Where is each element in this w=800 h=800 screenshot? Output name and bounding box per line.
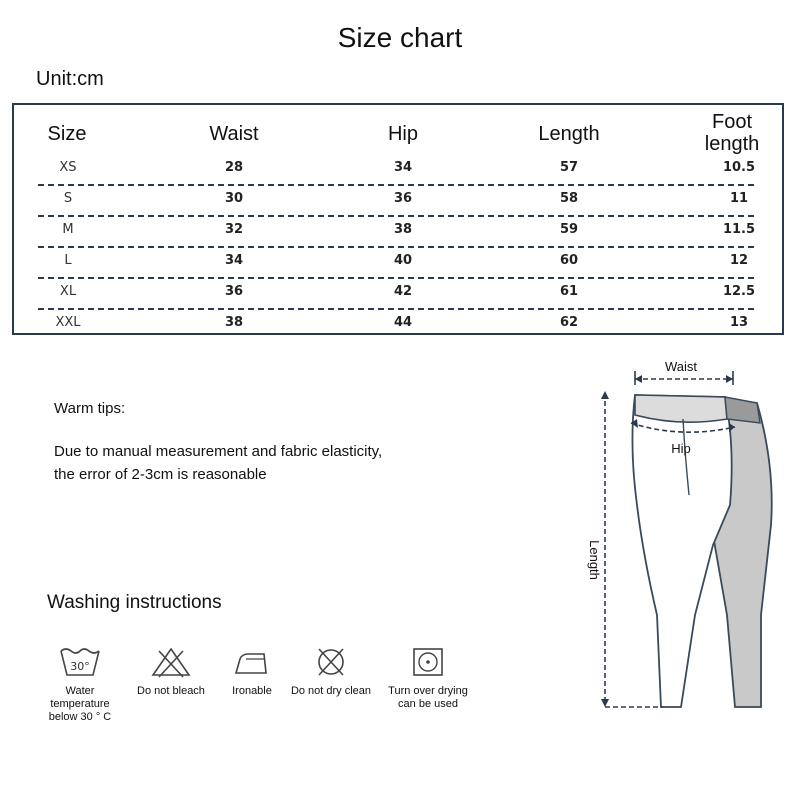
iron-label: Ironable xyxy=(232,685,272,697)
header-length: Length xyxy=(538,123,600,145)
tumble-dry-item xyxy=(378,645,478,711)
cell-waist: 36 xyxy=(224,284,244,299)
header-waist: Waist xyxy=(209,123,259,145)
table-row xyxy=(14,310,782,341)
cell-waist: 34 xyxy=(224,253,244,268)
wash-temp-text: 30° xyxy=(70,660,90,673)
cell-hip: 44 xyxy=(393,315,413,330)
cell-foot-length: 11 xyxy=(729,191,749,206)
waistband-shape xyxy=(635,395,727,422)
cell-foot-length: 12 xyxy=(729,253,749,268)
tips-heading: Warm tips: xyxy=(54,400,126,417)
header-foot-length: Foot length xyxy=(704,111,760,155)
waistband-back-shape xyxy=(725,397,760,423)
waist-arrow-right xyxy=(726,375,733,383)
no-bleach-label: Do not bleach xyxy=(137,685,205,697)
hip-label: Hip xyxy=(671,441,691,456)
cell-size: M xyxy=(62,222,74,237)
tumble-dry-icon xyxy=(406,645,450,679)
cell-length: 60 xyxy=(559,253,579,268)
cell-foot-length: 12.5 xyxy=(722,284,756,299)
tumble-dry-label-line: can be used xyxy=(398,698,458,710)
cell-length: 61 xyxy=(559,284,579,299)
cell-length: 59 xyxy=(559,222,579,237)
washing-heading: Washing instructions xyxy=(47,592,222,613)
cell-foot-length: 10.5 xyxy=(722,160,756,175)
cell-hip: 34 xyxy=(393,160,413,175)
cell-hip: 38 xyxy=(393,222,413,237)
cell-hip: 42 xyxy=(393,284,413,299)
tumble-dry-label xyxy=(378,685,478,711)
tips-line-2: the error of 2-3cm is reasonable xyxy=(54,466,267,483)
length-arrow-bottom xyxy=(601,699,609,707)
cell-size: L xyxy=(64,253,72,268)
no-bleach-icon xyxy=(149,645,193,679)
waist-label: Waist xyxy=(664,359,698,374)
no-dry-clean-label: Do not dry clean xyxy=(290,685,372,697)
wash-30-label xyxy=(30,685,130,724)
size-table xyxy=(12,103,784,335)
no-dry-clean-item xyxy=(281,645,381,698)
cell-waist: 30 xyxy=(224,191,244,206)
cell-waist: 38 xyxy=(224,315,244,330)
cell-size: XL xyxy=(59,284,77,299)
cell-hip: 40 xyxy=(393,253,413,268)
tumble-dry-label-line: Turn over drying xyxy=(388,685,468,697)
table-header xyxy=(14,105,782,159)
table-row xyxy=(14,279,782,310)
cell-size: XXL xyxy=(55,315,81,330)
table-body xyxy=(14,155,782,341)
cell-length: 57 xyxy=(559,160,579,175)
header-hip: Hip xyxy=(387,123,418,145)
cell-foot-length: 13 xyxy=(729,315,749,330)
wash-30-label-line: below 30 ° C xyxy=(48,711,112,723)
iron-icon xyxy=(230,645,274,679)
table-row xyxy=(14,248,782,279)
leggings-diagram xyxy=(585,355,785,725)
length-arrow-top xyxy=(601,391,609,399)
tips-line-1: Due to manual measurement and fabric elasticity, xyxy=(54,443,383,460)
cell-hip: 36 xyxy=(393,191,413,206)
table-row xyxy=(14,155,782,186)
length-label: Length xyxy=(587,540,602,580)
wash-30-icon xyxy=(58,645,102,679)
cell-length: 62 xyxy=(559,315,579,330)
tips-text xyxy=(54,440,382,486)
header-size: Size xyxy=(47,123,87,145)
waist-arrow-left xyxy=(635,375,642,383)
cell-length: 58 xyxy=(559,191,579,206)
cell-size: S xyxy=(63,191,73,206)
cell-waist: 28 xyxy=(224,160,244,175)
wash-30-item xyxy=(30,645,130,724)
no-dry-clean-icon xyxy=(309,645,353,679)
unit-label: Unit:cm xyxy=(36,68,104,90)
cell-size: XS xyxy=(59,160,77,175)
table-row xyxy=(14,186,782,217)
wash-30-label-line: Water xyxy=(65,685,95,697)
page-title: Size chart xyxy=(337,22,463,53)
wash-30-label-line: temperature xyxy=(50,698,110,710)
cell-waist: 32 xyxy=(224,222,244,237)
table-row xyxy=(14,217,782,248)
cell-foot-length: 11.5 xyxy=(722,222,756,237)
